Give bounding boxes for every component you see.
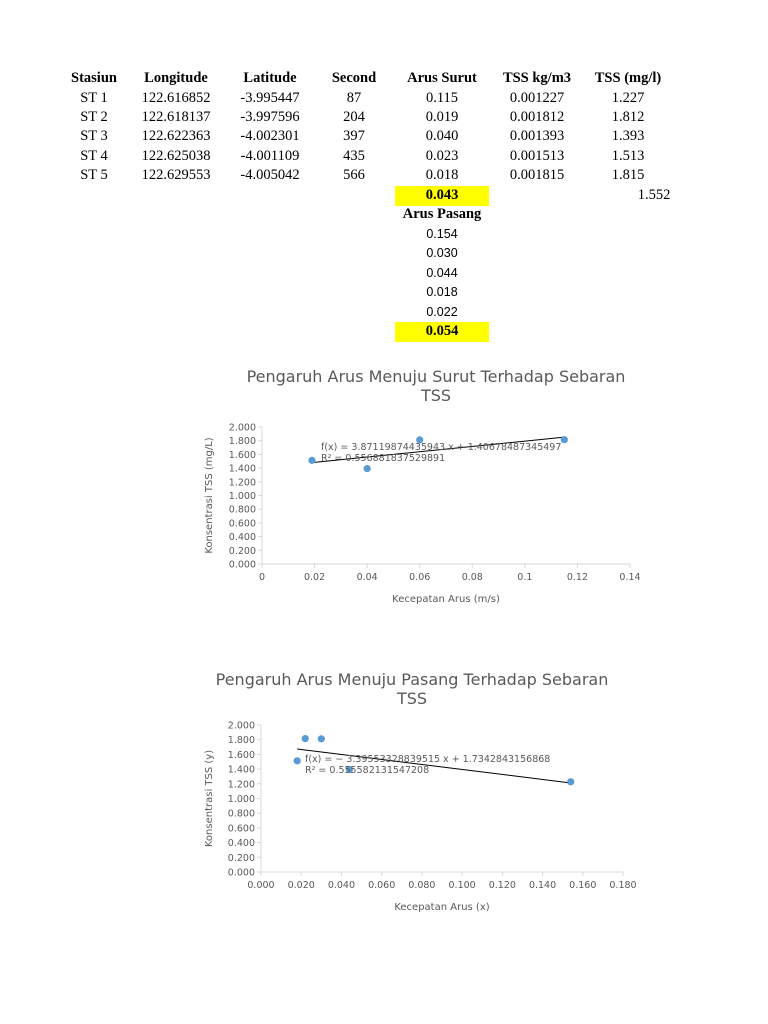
y-tick-label: 0.000 [227, 867, 255, 879]
table-cell: 0.001513 [509, 148, 565, 164]
table-cell: 1.513 [611, 148, 645, 164]
chart-1-title [236, 367, 636, 405]
y-axis-label: Konsentrasi TSS (y) [204, 749, 215, 848]
pasang-value: 0.030 [426, 246, 458, 260]
table-cell: 0.001815 [509, 167, 565, 183]
table-cell: 0.019 [425, 109, 459, 125]
table-cell: 1.812 [611, 109, 645, 125]
header-arus-pasang: Arus Pasang [402, 206, 482, 222]
header-stasiun: Stasiun [71, 70, 117, 86]
table-cell: 122.629553 [141, 167, 211, 183]
x-tick-label: 0.000 [247, 880, 275, 891]
x-tick-label: 0.180 [609, 880, 637, 891]
x-tick-label: 0.100 [448, 880, 476, 891]
header-arus-surut: Arus Surut [407, 70, 477, 86]
header-tss-kg-m3: TSS kg/m3 [502, 70, 572, 86]
table-cell: 566 [343, 167, 365, 183]
y-tick-label: 1.800 [227, 735, 255, 747]
chart-1 [190, 410, 660, 615]
y-tick-label: 1.800 [228, 436, 256, 448]
y-tick-label: 0.200 [228, 545, 256, 557]
trendline-r-squared: R² = 0.556881837529891 [321, 453, 446, 464]
pasang-average: 0.054 [425, 323, 459, 339]
x-tick-label: 0.160 [569, 880, 597, 891]
table-cell: 0.018 [425, 167, 459, 183]
table-cell: ST 5 [80, 167, 108, 183]
table-cell: -4.001109 [240, 148, 300, 164]
chart-1-title-line: TSS [420, 386, 452, 405]
y-tick-label: 2.000 [227, 720, 255, 732]
data-point [567, 778, 574, 785]
chart-2-title [212, 670, 612, 708]
y-tick-label: 1.200 [227, 779, 255, 791]
table-cell: 122.618137 [141, 109, 211, 125]
data-point [294, 757, 301, 764]
x-tick-label: 0.14 [619, 572, 641, 583]
data-point [364, 465, 371, 472]
data-point [318, 735, 325, 742]
table-cell: 0.001227 [509, 90, 565, 106]
y-tick-label: 0.400 [227, 838, 255, 850]
table-cell: ST 1 [80, 90, 108, 106]
table-cell: 87 [346, 90, 362, 106]
x-tick-label: 0.06 [409, 572, 431, 583]
y-tick-label: 1.000 [227, 794, 255, 805]
x-axis-label: Kecepatan Arus (x) [394, 902, 490, 913]
chart-1-title-line: Pengaruh Arus Menuju Surut Terhadap Sebaran [246, 367, 626, 386]
y-tick-label: 0.400 [228, 532, 256, 544]
chart-2-title-line: TSS [396, 689, 428, 708]
header-tss-mg-l: TSS (mg/l) [594, 70, 662, 86]
table-cell: -4.002301 [240, 128, 300, 144]
x-tick-label: 0.08 [461, 572, 483, 583]
table-cell: -3.997596 [240, 109, 300, 125]
table-cell: 397 [343, 128, 365, 144]
y-tick-label: 1.200 [228, 477, 256, 489]
y-tick-label: 1.600 [227, 749, 255, 761]
chart-2 [190, 715, 660, 920]
data-point [302, 735, 309, 742]
table-cell: 0.001393 [509, 128, 565, 144]
table-cell: 435 [343, 148, 365, 164]
table-cell: 0.001812 [509, 109, 565, 125]
table-cell: 0.023 [425, 148, 459, 164]
table-cell: 0.115 [425, 90, 459, 106]
y-tick-label: 1.400 [228, 463, 256, 475]
table-cell: 1.393 [611, 128, 645, 144]
x-tick-label: 0.040 [327, 880, 356, 891]
table-cell: ST 4 [80, 148, 108, 164]
y-tick-label: 1.400 [227, 764, 255, 776]
x-tick-label: 0.060 [368, 880, 396, 891]
table-cell: 1.815 [611, 167, 645, 183]
x-tick-label: 0 [258, 572, 266, 583]
table-cell: 204 [343, 109, 365, 125]
y-tick-label: 0.000 [228, 559, 256, 571]
surut-average: 0.043 [425, 187, 459, 203]
header-second: Second [331, 70, 377, 86]
y-tick-label: 0.600 [227, 823, 255, 835]
x-tick-label: 0.12 [566, 572, 589, 583]
table-cell: ST 2 [80, 109, 108, 125]
table-cell: 122.616852 [141, 90, 211, 106]
pasang-value: 0.018 [426, 285, 458, 299]
x-tick-label: 0.04 [356, 572, 378, 583]
y-tick-label: 0.600 [228, 518, 256, 530]
y-tick-label: 1.000 [228, 491, 256, 502]
chart-2-title-line: Pengaruh Arus Menuju Pasang Terhadap Sebaran [215, 670, 609, 689]
trendline-equation: f(x) = − 3.39553328839515 x + 1.7342843156868 [305, 754, 551, 765]
pasang-value: 0.022 [426, 305, 458, 319]
y-tick-label: 0.800 [228, 504, 256, 516]
table-cell: 122.622363 [141, 128, 211, 144]
header-longitude: Longitude [144, 70, 208, 86]
x-axis-label: Kecepatan Arus (m/s) [392, 594, 500, 605]
table-cell: 122.625038 [141, 148, 211, 164]
data-point [561, 436, 568, 443]
y-axis-label: Konsentrasi TSS (mg/L) [204, 437, 215, 554]
y-tick-label: 0.200 [227, 852, 255, 864]
y-tick-label: 1.600 [228, 449, 256, 461]
table-cell: 1.227 [611, 90, 645, 106]
table-cell: -3.995447 [240, 90, 300, 106]
x-tick-label: 0.080 [408, 880, 436, 891]
header-latitude: Latitude [243, 70, 297, 86]
x-tick-label: 0.02 [303, 572, 326, 583]
x-tick-label: 0.120 [488, 880, 516, 891]
x-tick-label: 0.1 [517, 572, 533, 583]
x-tick-label: 0.020 [287, 880, 315, 891]
tss-average: 1.552 [637, 187, 671, 203]
y-tick-label: 0.800 [227, 808, 255, 820]
x-tick-label: 0.140 [528, 880, 557, 891]
y-tick-label: 2.000 [228, 422, 256, 434]
table-cell: ST 3 [80, 128, 108, 144]
pasang-value: 0.044 [426, 266, 458, 280]
pasang-value: 0.154 [426, 227, 458, 241]
table-cell: -4.005042 [240, 167, 300, 183]
table-cell: 0.040 [425, 128, 459, 144]
trendline-equation: f(x) = 3.87119874435943 x + 1.40678487345497 [321, 442, 562, 453]
data-point [308, 457, 315, 464]
trendline-r-squared: R² = 0.555582131547208 [305, 765, 430, 776]
